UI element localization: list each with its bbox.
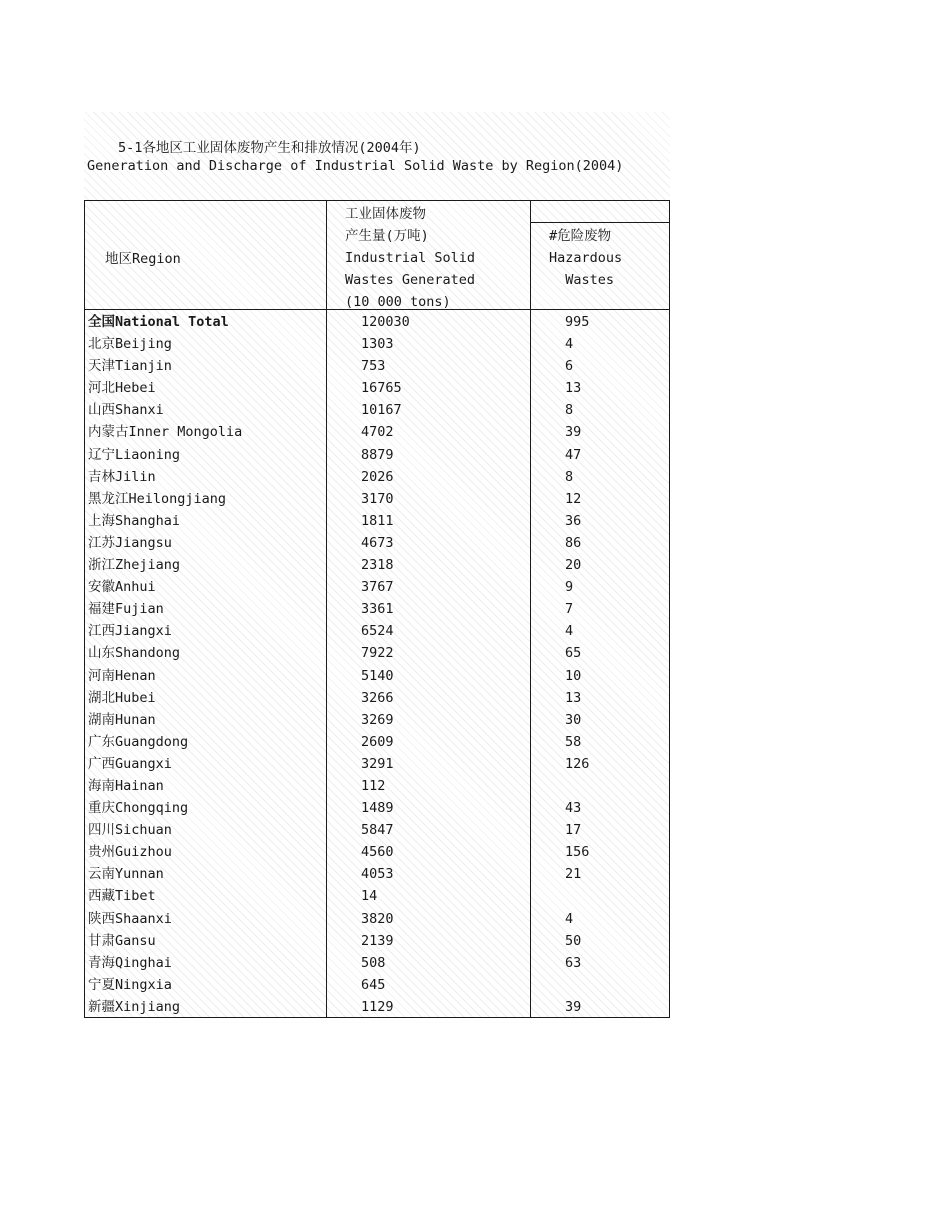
hazardous-cell: 12 [565, 490, 582, 507]
header-generated-line: 工业固体废物 [345, 206, 426, 222]
region-cell: 四川Sichuan [88, 822, 172, 839]
table-row [85, 930, 669, 952]
table-row [85, 775, 669, 797]
table-row [85, 908, 669, 930]
region-cell: 上海Shanghai [88, 512, 181, 529]
hazardous-cell: 8 [565, 402, 574, 419]
generated-cell: 3291 [361, 755, 394, 772]
region-cell: 江苏Jiangsu [88, 534, 172, 551]
region-cell: 青海Qinghai [88, 954, 172, 971]
header-hazardous-line: Hazardous [549, 250, 623, 266]
hazardous-cell: 43 [565, 800, 582, 817]
generated-cell: 508 [361, 954, 386, 971]
table-row [85, 665, 669, 687]
region-cell: 山东Shandong [88, 645, 181, 662]
region-cell: 辽宁Liaoning [88, 446, 181, 463]
region-cell: 宁夏Ningxia [88, 976, 172, 993]
hazardous-cell: 126 [565, 755, 590, 772]
generated-cell: 1129 [361, 998, 394, 1015]
table-row-total [85, 311, 669, 333]
generated-cell: 2139 [361, 932, 394, 949]
generated-cell: 112 [361, 777, 386, 794]
region-cell: 海南Hainan [88, 777, 164, 794]
table-row [85, 709, 669, 731]
region-cell: 新疆Xinjiang [88, 998, 181, 1015]
generated-cell: 8879 [361, 446, 394, 463]
table-row [85, 863, 669, 885]
table-row [85, 797, 669, 819]
region-cell: 江西Jiangxi [88, 623, 172, 640]
table-row [85, 576, 669, 598]
generated-cell: 16765 [361, 380, 402, 397]
generated-cell: 4673 [361, 534, 394, 551]
hazardous-cell: 30 [565, 711, 582, 728]
generated-cell: 3361 [361, 601, 394, 618]
generated-cell: 3269 [361, 711, 394, 728]
generated-cell: 5140 [361, 667, 394, 684]
region-cell: 安徽Anhui [88, 579, 156, 596]
region-cell: 福建Fujian [88, 601, 164, 618]
hazardous-cell: 39 [565, 424, 582, 441]
generated-cell: 14 [361, 888, 378, 905]
header-generated [345, 203, 475, 313]
hazardous-cell: 10 [565, 667, 582, 684]
hazardous-cell: 4 [565, 910, 574, 927]
region-cell: 浙江Zhejiang [88, 557, 181, 574]
generated-cell: 2609 [361, 733, 394, 750]
header-generated-line: Industrial Solid [345, 250, 476, 266]
hazardous-cell: 20 [565, 557, 582, 574]
generated-cell: 6524 [361, 623, 394, 640]
table-row [85, 598, 669, 620]
generated-cell: 5847 [361, 822, 394, 839]
table-row [85, 841, 669, 863]
generated-cell: 3767 [361, 579, 394, 596]
hazardous-cell: 17 [565, 822, 582, 839]
table-row [85, 510, 669, 532]
hazardous-cell: 13 [565, 689, 582, 706]
table-row [85, 974, 669, 996]
hazardous-cell: 39 [565, 998, 582, 1015]
hazardous-cell: 47 [565, 446, 582, 463]
hazardous-cell: 8 [565, 468, 574, 485]
table-row [85, 952, 669, 974]
region-cell: 黑龙江Heilongjiang [88, 490, 227, 507]
generated-cell: 4053 [361, 866, 394, 883]
generated-cell: 1489 [361, 800, 394, 817]
table-row [85, 333, 669, 355]
generated-cell: 753 [361, 358, 386, 375]
table-row [85, 620, 669, 642]
table-row [85, 355, 669, 377]
hazardous-cell: 156 [565, 844, 590, 861]
table-row [85, 642, 669, 664]
table-row [85, 532, 669, 554]
region-cell: 湖北Hubei [88, 689, 156, 706]
table-row [85, 885, 669, 907]
region-cell: 云南Yunnan [88, 866, 164, 883]
generated-cell: 1303 [361, 336, 394, 353]
hazardous-cell: 63 [565, 954, 582, 971]
table-row [85, 731, 669, 753]
header-region: 地区Region [105, 251, 181, 267]
table-title-en: Generation and Discharge of Industrial Solid Waste by Region(2004) [87, 158, 624, 174]
header-generated-line: 产生量(万吨) [345, 228, 429, 244]
hazardous-cell: 50 [565, 932, 582, 949]
region-cell: 广西Guangxi [88, 755, 172, 772]
hazardous-cell: 13 [565, 380, 582, 397]
table-row [85, 377, 669, 399]
region-cell: 河北Hebei [88, 380, 156, 397]
generated-cell: 3820 [361, 910, 394, 927]
generated-cell: 4560 [361, 844, 394, 861]
hazardous-cell: 21 [565, 866, 582, 883]
generated-cell: 4702 [361, 424, 394, 441]
hazardous-cell: 6 [565, 358, 574, 375]
hazardous-cell: 995 [565, 314, 590, 330]
region-cell: 湖南Hunan [88, 711, 156, 728]
generated-cell: 645 [361, 976, 386, 993]
region-cell: 重庆Chongqing [88, 800, 189, 817]
region-cell: 北京Beijing [88, 336, 172, 353]
header-hazardous [549, 225, 622, 291]
region-cell: 陕西Shaanxi [88, 910, 172, 927]
header-hazardous-line: Wastes [549, 272, 615, 288]
generated-cell: 2026 [361, 468, 394, 485]
region-cell: 天津Tianjin [88, 358, 172, 375]
region-cell: 河南Henan [88, 667, 156, 684]
hazardous-cell: 36 [565, 512, 582, 529]
region-cell: 甘肃Gansu [88, 932, 156, 949]
hazardous-cell: 58 [565, 733, 582, 750]
generated-cell: 2318 [361, 557, 394, 574]
hazardous-cell: 86 [565, 534, 582, 551]
region-cell: 内蒙古Inner Mongolia [88, 424, 243, 441]
generated-cell: 3266 [361, 689, 394, 706]
table-row [85, 753, 669, 775]
hazardous-cell: 4 [565, 623, 574, 640]
generated-cell: 3170 [361, 490, 394, 507]
region-cell: 全国National Total [88, 314, 229, 330]
region-cell: 山西Shanxi [88, 402, 164, 419]
header-generated-line: (10 000 tons) [345, 294, 451, 310]
region-cell: 广东Guangdong [88, 733, 189, 750]
hazardous-cell: 65 [565, 645, 582, 662]
table-row [85, 444, 669, 466]
generated-cell: 1811 [361, 512, 394, 529]
region-cell: 贵州Guizhou [88, 844, 172, 861]
region-cell: 吉林Jilin [88, 468, 156, 485]
table-row [85, 488, 669, 510]
table-row [85, 554, 669, 576]
region-cell: 西藏Tibet [88, 888, 156, 905]
header-generated-line: Wastes Generated [345, 272, 476, 288]
table-row [85, 399, 669, 421]
data-table [84, 200, 670, 1018]
hazardous-cell: 9 [565, 579, 574, 596]
table-row [85, 421, 669, 443]
generated-cell: 7922 [361, 645, 394, 662]
generated-cell: 10167 [361, 402, 402, 419]
hazardous-cell: 4 [565, 336, 574, 353]
table-row [85, 996, 669, 1018]
table-row [85, 819, 669, 841]
header-divider [530, 222, 669, 223]
hazardous-cell: 7 [565, 601, 574, 618]
generated-cell: 120030 [361, 314, 410, 330]
table-body [85, 311, 669, 1018]
header-hazardous-line: #危险废物 [549, 228, 612, 244]
table-row [85, 466, 669, 488]
table-row [85, 687, 669, 709]
table-title-cn: 5-1各地区工业固体废物产生和排放情况(2004年) [118, 140, 421, 156]
